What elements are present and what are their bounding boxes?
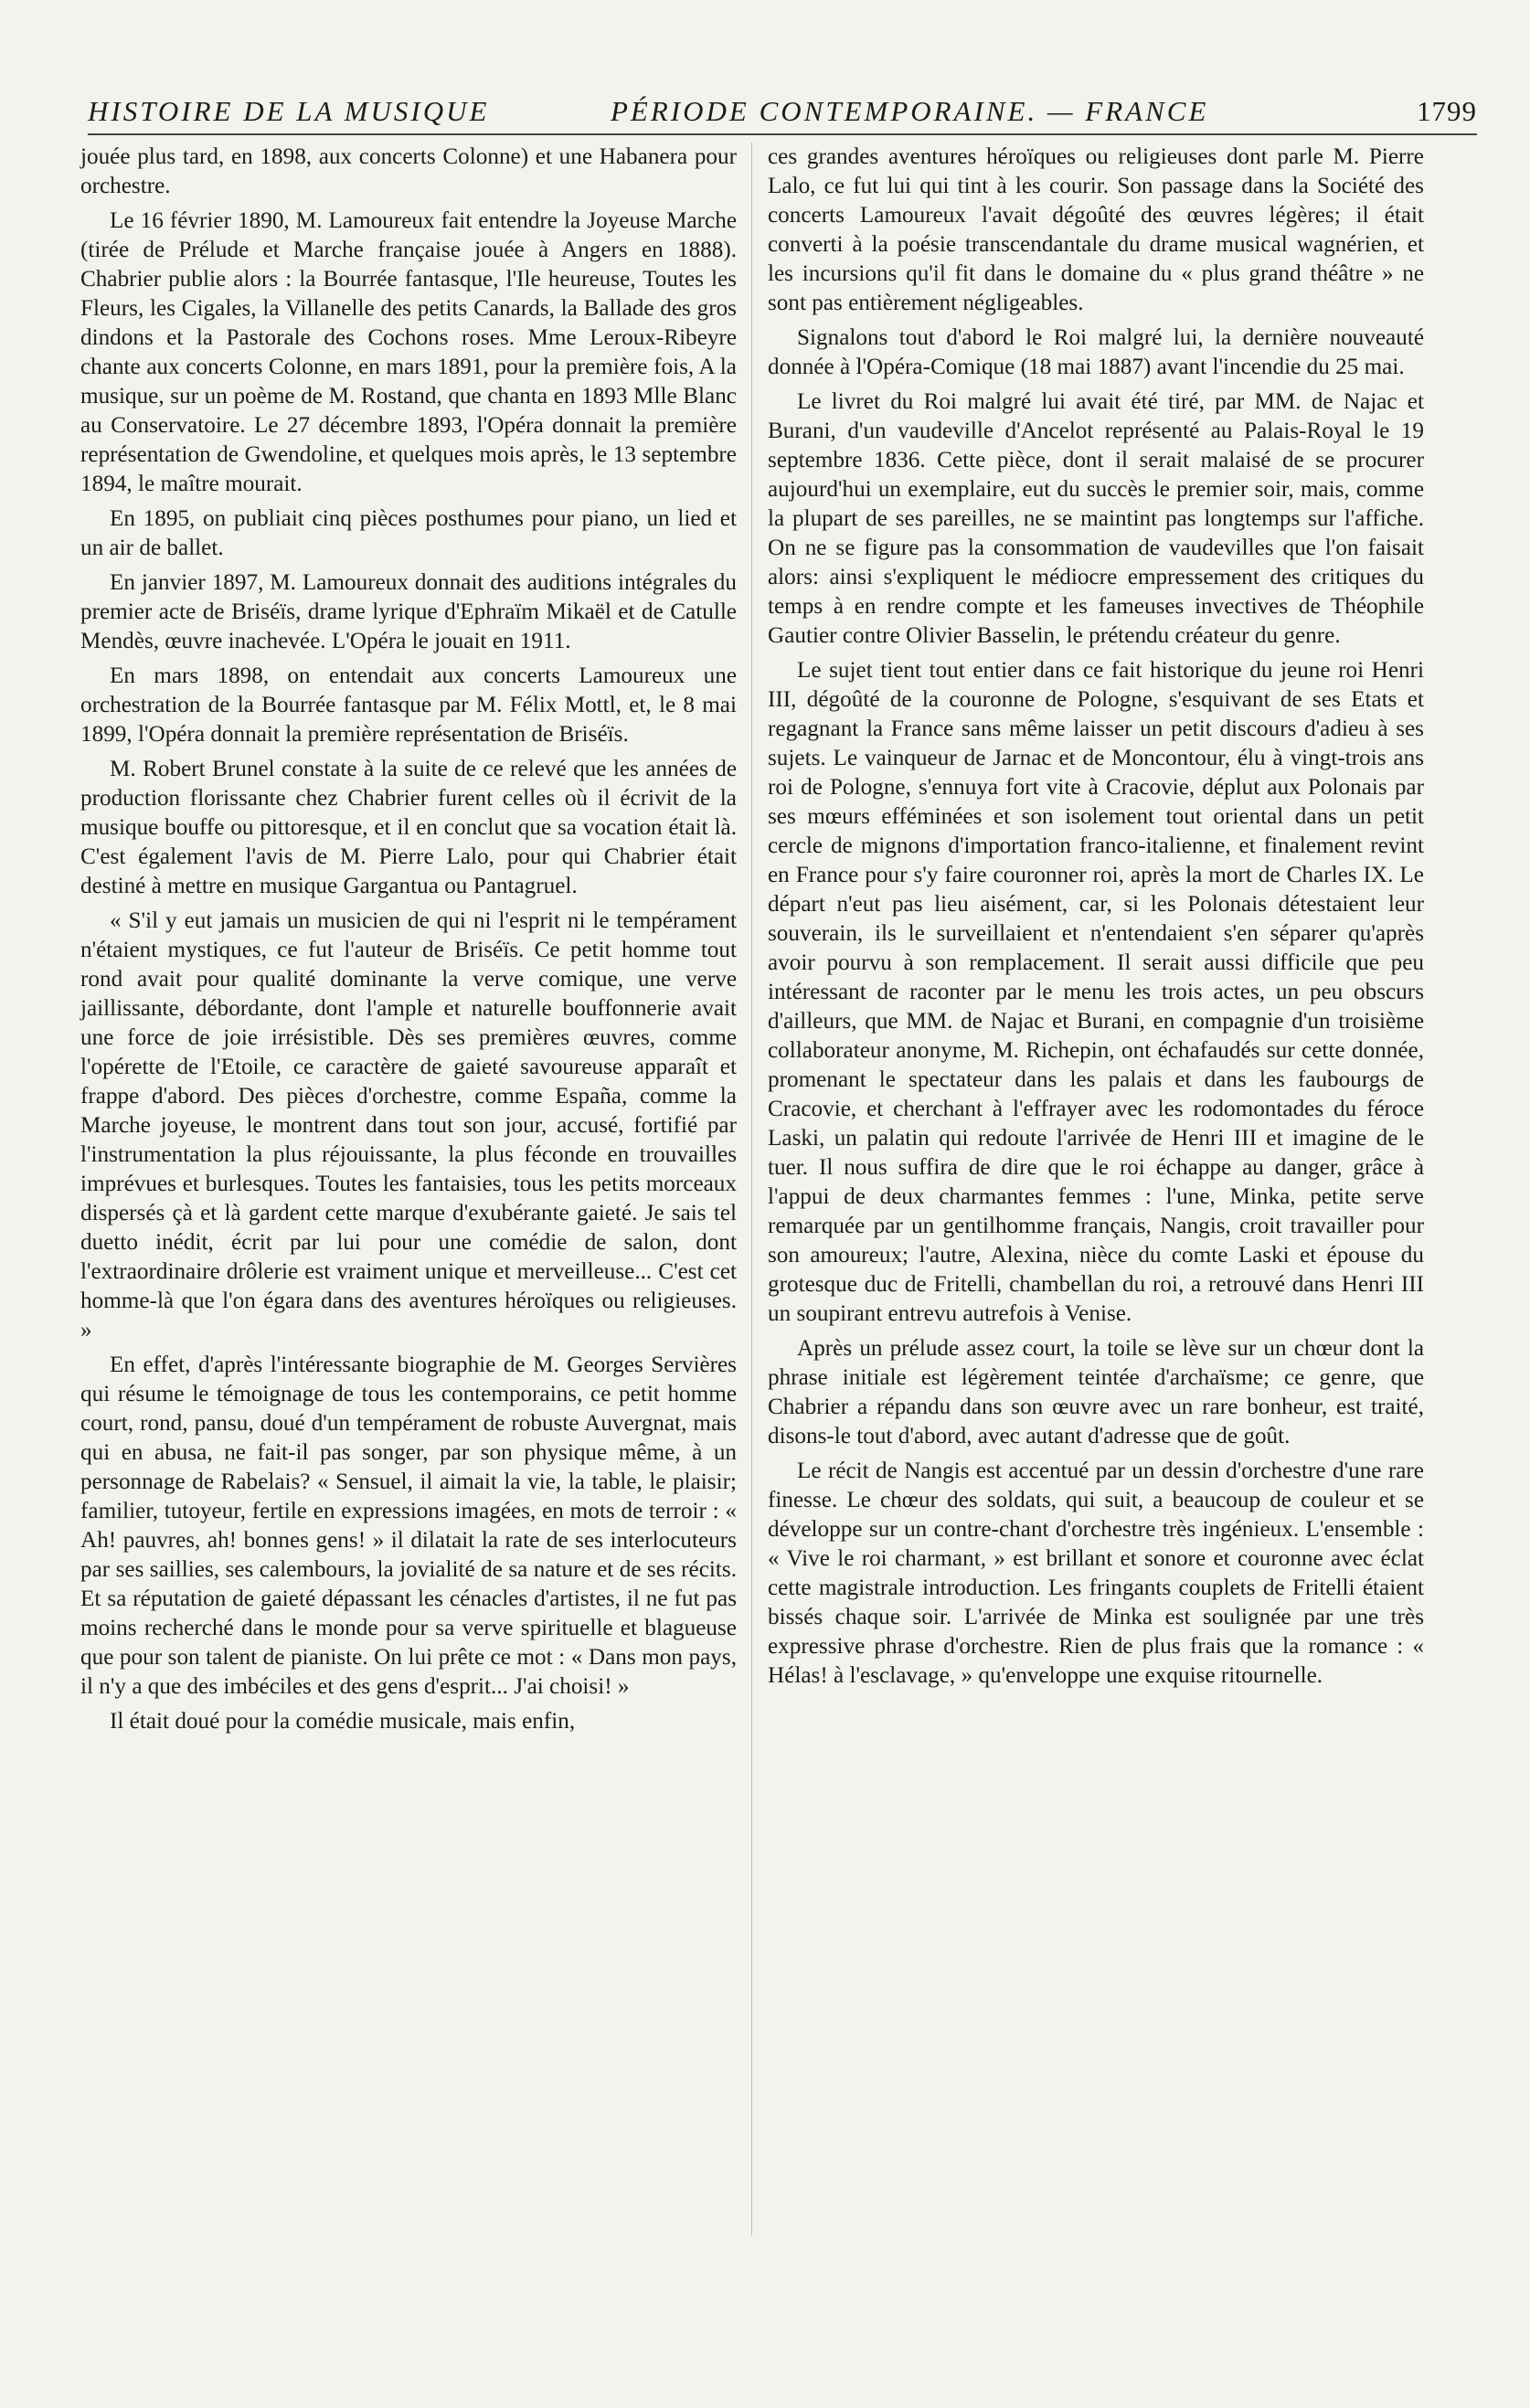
paragraph: Il était doué pour la comédie musicale, mais enfin, (110, 1709, 576, 1734)
paragraph: « S'il y eut jamais un musicien de qui ni l'esprit ni le tempérament n'étaient mystiques, ce fut l'auteur de Briséïs. Ce petit homme tout rond avait pour qualité dominante la verve comique, une verve jaillissante, débordante, dont l'ample et naturelle bouffonnerie avait une force de joie irrésistible. Dès ses premières œuvres, comme l'opérette de l'Etoile, ce caractère de gaieté savoureuse apparaît et frappe d'abord. Des pièces d'orchestre, comme España, comme la Marche joyeuse, le montrent dans tout son jour, accusé, fortifié par l'instrumentation la plus réjouissante, la plus féconde en trouvailles imprévues et burlesques. Toutes les fantaisies, tous les petits morceaux dispersés çà et là gardent cette marque d'exubérante gaieté. Je sais tel duetto inédit, écrit par lui pour une comédie de salon, dont l'extraordinaire drôlerie est vraiment unique et merveilleuse... C'est cet homme-là que l'on égara dans des aventures héroïques ou religieuses. » (80, 908, 737, 1342)
header-left-title: HISTOIRE DE LA MUSIQUE (88, 95, 490, 127)
paragraph: M. Robert Brunel constate à la suite de ce relevé que les années de production florissante chez Chabrier furent celles où il écrivit de la musique bouffe ou pittoresque, et il en conclut que sa vocation était là. C'est également l'avis de M. Pierre Lalo, pour qui Chabrier était destiné à mettre en musique Gargantua ou Pantagruel. (80, 757, 737, 898)
running-header (88, 90, 1477, 133)
header-section-title: PÉRIODE CONTEMPORAINE. — FRANCE (611, 95, 1209, 127)
paragraph: Le 16 février 1890, M. Lamoureux fait entendre la Joyeuse Marche (tirée de Prélude et Marche française jouée à Angers en 1888). Chabrier publie alors : la Bourrée fantasque, l'Ile heureuse, Toutes les Fleurs, les Cigales, la Villanelle des petits Canards, la Ballade des gros dindons et la Pastorale des Cochons roses. Mme Leroux-Ribeyre chante aux concerts Colonne, en mars 1891, pour la première fois, A la musique, sur un poème de M. Rostand, que chanta en 1893 Mlle Blanc au Conservatoire. Le 27 décembre 1893, l'Opéra donnait la première représentation de Gwendoline, et quelques mois après, le 13 septembre 1894, le maître mourait. (80, 208, 737, 496)
paragraph: ces grandes aventures héroïques ou religieuses dont parle M. Pierre Lalo, ce fut lui qui tint à les courir. Son passage dans la Société des concerts Lamoureux l'avait dégoûté des œuvres légères; il était converti à la poésie transcendantale du drame musical wagnérien, et les incursions qu'il fit dans le domaine du « plus grand théâtre » ne sont pas entièrement négligeables. (768, 144, 1424, 315)
paragraph: Le sujet tient tout entier dans ce fait historique du jeune roi Henri III, dégoûté de la couronne de Pologne, s'esquivant de ses Etats et regagnant la France sans même laisser un petit discours d'adieu à ses sujets. Le vainqueur de Jarnac et de Moncontour, élu à vingt-trois ans roi de Pologne, s'ennuya fort vite à Cracovie, déplut aux Polonais par ses mœurs efféminées et son isolement tout oriental dans un petit cercle de mignons d'importation franco-italienne, et finalement revint en France pour s'y faire couronner roi, après la mort de Charles IX. Le départ n'eut pas lieu aisément, car, si les Polonais détestaient leur souverain, ils le surveillaient et n'entendaient s'en séparer qu'après avoir pourvu à son remplacement. Il serait aussi difficile que peu intéressant de raconter par le menu les trois actes, un peu obscurs d'ailleurs, que MM. de Najac et Burani, en compagnie d'un troisième collaborateur anonyme, M. Richepin, ont échafaudés sur cette donnée, promenant le spectateur dans les palais et dans les faubourgs de Cracovie, et cherchant à l'effrayer avec les rodomontades du féroce Laski, un palatin qui redoute l'arrivée de Henri III et imagine de le tuer. Il nous suffira de dire que le roi échappe au danger, grâce à l'appui de deux charmantes femmes : l'une, Minka, petite serve remarquée par un gentilhomme français, Nangis, croit travailler pour son amoureux; l'autre, Alexina, nièce du comte Laski et épouse du grotesque duc de Fritelli, chambellan du roi, a retrouvé dans Henri III un soupirant entrevu autrefois à Venise. (768, 658, 1424, 1326)
paragraph: En 1895, on publiait cinq pièces posthumes pour piano, un lied et un air de ballet. (80, 506, 737, 560)
right-column (768, 143, 1424, 1696)
header-rule (88, 133, 1477, 135)
paragraph: Le récit de Nangis est accentué par un dessin d'orchestre d'une rare finesse. Le chœur des soldats, qui suit, a beaucoup de couleur et se développe sur un contre-chant d'orchestre très ingénieux. L'ensemble : « Vive le roi charmant, » est brillant et sonore et couronne avec éclat cette magistrale introduction. Les fringants couplets de Fritelli étaient bissés chaque soir. L'arrivée de Minka est soulignée par une très expressive phrase d'orchestre. Rien de plus frais que la romance : « Hélas! à l'esclavage, » qu'enveloppe une exquise ritournelle. (768, 1459, 1424, 1688)
column-divider (751, 143, 752, 2235)
page-number: 1799 (1417, 95, 1477, 127)
paragraph: En mars 1898, on entendait aux concerts Lamoureux une orchestration de la Bourrée fantasque par M. Félix Mottl, et, le 8 mai 1899, l'Opéra donnait la première représentation de Briséïs. (80, 663, 737, 747)
paragraph: En janvier 1897, M. Lamoureux donnait des auditions intégrales du premier acte de Briséïs, drame lyrique d'Ephraïm Mikaël et de Catulle Mendès, œuvre inachevée. L'Opéra le jouait en 1911. (80, 570, 737, 653)
paragraph: jouée plus tard, en 1898, aux concerts Colonne) et une Habanera pour orchestre. (80, 144, 737, 198)
paragraph: En effet, d'après l'intéressante biographie de M. Georges Servières qui résume le témoignage de tous les contemporains, ce petit homme court, rond, pansu, doué d'un tempérament de robuste Auvergnat, mais qui en abusa, ne fait-il pas songer, par son physique même, à un personnage de Rabelais? « Sensuel, il aimait la vie, la table, le plaisir; familier, tutoyeur, fertile en expressions imagées, en mots de terroir : « Ah! pauvres, ah! bonnes gens! » il dilatait la rate de ses interlocuteurs par ses saillies, ses calembours, la jovialité de sa nature et de ses récits. Et sa réputation de gaieté dépassant les cénacles d'artistes, il ne fut pas moins recherché dans le monde pour sa verve spirituelle et blagueuse que pour son talent de pianiste. On lui prête ce mot : « Dans mon pays, il n'y a que des imbéciles et des gens d'esprit... J'ai choisi! » (80, 1353, 737, 1699)
paragraph: Signalons tout d'abord le Roi malgré lui, la dernière nouveauté donnée à l'Opéra-Comique (18 mai 1887) avant l'incendie du 25 mai. (768, 325, 1424, 379)
paragraph: Le livret du Roi malgré lui avait été tiré, par MM. de Najac et Burani, d'un vaudeville d'Ancelot représenté au Palais-Royal le 19 septembre 1836. Cette pièce, dont il serait malaisé de se procurer aujourd'hui un exemplaire, eut du succès le premier soir, mais, comme la plupart de ses pareilles, ne se maintint pas longtemps sur l'affiche. On ne se figure pas la consommation de vaudevilles que l'on faisait alors: ainsi s'expliquent le médiocre empressement des critiques du temps à en rendre compte et les fameuses invectives de Théophile Gautier contre Olivier Basselin, le prétendu créateur du genre. (768, 389, 1424, 648)
left-column (80, 143, 737, 1742)
paragraph: Après un prélude assez court, la toile se lève sur un chœur dont la phrase initiale est légèrement teintée d'archaïsme; ce genre, que Chabrier a répandu dans son œuvre avec un rare bonheur, est traité, disons-le tout d'abord, avec autant d'adresse que de goût. (768, 1336, 1424, 1448)
